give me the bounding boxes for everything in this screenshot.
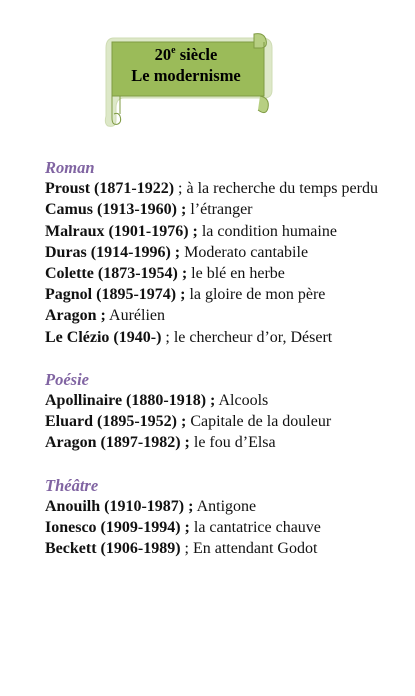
author-name: Ionesco (1909-1994) ; — [45, 519, 190, 537]
work-title: le blé en herbe — [191, 265, 285, 283]
century-word: siècle — [175, 45, 218, 64]
entry-pagnol — [45, 284, 385, 305]
work-title: Capitale de la douleur — [190, 413, 332, 431]
title-banner — [104, 28, 276, 132]
entry-apollinaire — [45, 390, 385, 411]
banner-line-1 — [116, 44, 256, 65]
entry-aragon-roman — [45, 305, 385, 326]
entry-colette — [45, 263, 385, 284]
century-number: 20 — [154, 45, 172, 64]
work-title: Moderato cantabile — [184, 243, 309, 261]
work-title: la condition humaine — [201, 222, 337, 240]
section-title-roman: Roman — [45, 158, 95, 177]
work-title: l’étranger — [190, 201, 253, 219]
section-spacer — [45, 454, 385, 475]
entry-malraux — [45, 221, 385, 242]
section-spacer — [45, 348, 385, 369]
separator: ; — [180, 540, 193, 558]
author-list — [45, 157, 385, 559]
author-name: Anouilh (1910-1987) ; — [45, 497, 194, 515]
section-title-theatre: Théâtre — [45, 475, 99, 495]
author-name: Malraux (1901-1976) ; — [45, 222, 198, 240]
work-title: En attendant Godot — [192, 540, 318, 558]
entry-aragon-poesie — [45, 432, 385, 453]
author-name: Camus (1913-1960) ; — [45, 201, 187, 219]
author-name: Apollinaire (1880-1918) ; — [45, 392, 216, 410]
section-title-poesie: Poésie — [45, 369, 89, 389]
work-title: la cantatrice chauve — [193, 519, 321, 537]
author-name: Le Clézio (1940-) — [45, 328, 162, 346]
work-title: le chercheur d’or, Désert — [173, 328, 333, 346]
author-name: Duras (1914-1996) ; — [45, 243, 181, 261]
author-name: Aragon (1897-1982) ; — [45, 434, 190, 452]
work-title: la gloire de mon père — [189, 286, 326, 304]
author-name: Proust (1871-1922) — [45, 180, 175, 198]
work-title: Antigone — [196, 497, 257, 515]
author-name: Aragon ; — [45, 307, 106, 325]
entry-duras — [45, 242, 385, 263]
separator: ; — [174, 180, 187, 198]
banner-title — [116, 44, 256, 86]
entry-eluard — [45, 411, 385, 432]
author-name: Colette (1873-1954) ; — [45, 265, 188, 283]
century-suffix: e — [171, 44, 176, 56]
author-name: Eluard (1895-1952) ; — [45, 413, 187, 431]
work-title: le fou d’Elsa — [193, 434, 276, 452]
work-title: à la recherche du temps perdu — [186, 180, 378, 198]
work-title: Alcools — [218, 392, 269, 410]
author-name: Beckett (1906-1989) — [45, 540, 181, 558]
work-title: Aurélien — [109, 307, 165, 325]
entry-camus — [45, 199, 385, 220]
banner-line-2: Le modernisme — [131, 66, 241, 85]
entry-beckett — [45, 538, 385, 559]
entry-ionesco — [45, 517, 385, 538]
entry-anouilh — [45, 496, 385, 517]
separator: ; — [161, 328, 174, 346]
author-name: Pagnol (1895-1974) ; — [45, 286, 186, 304]
entry-le-clezio — [45, 327, 385, 348]
entry-proust — [45, 178, 385, 199]
